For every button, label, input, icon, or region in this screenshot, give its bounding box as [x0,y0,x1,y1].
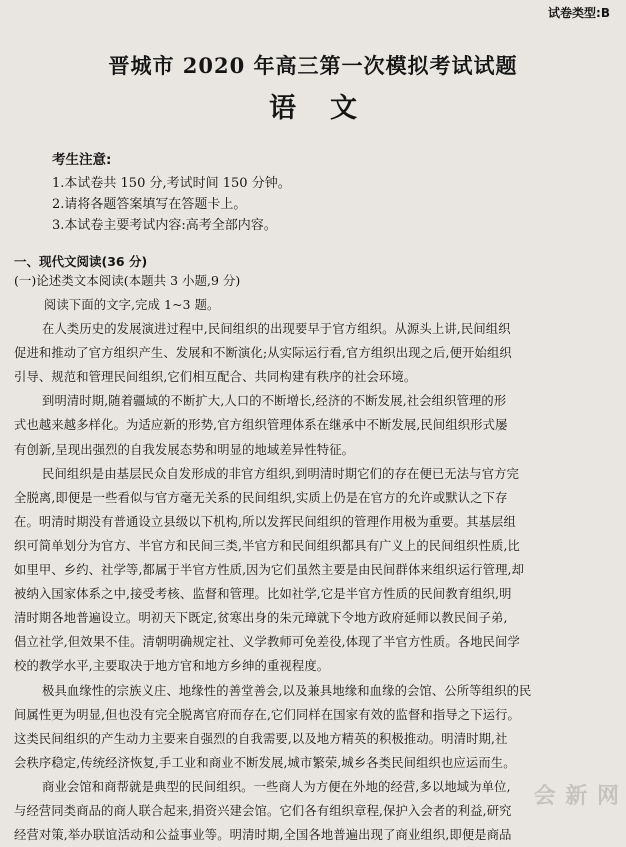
notice-item: 1.本试卷共 150 分,考试时间 150 分钟。 [52,176,291,191]
reading-passage [14,293,614,847]
passage-line: 倡立社学,但效果不佳。清朝明确规定社、义学教师可免差役,体现了半官方性质。各地民间学 [14,635,520,650]
passage-line: 引导、规范和管理民间组织,它们相互配合、共同构建有秩序的社会环境。 [14,370,417,385]
passage-line: 校的教学水平,主要取决于地方官和地方乡绅的重视程度。 [14,659,330,674]
subsection-heading: (一)论述类文本阅读(本题共 3 小题,9 分) [14,273,241,288]
passage-line: 会秩序稳定,传统经济恢复,手工业和商业不断发展,城市繁荣,城乡各类民间组织也应运而生。 [14,755,516,770]
passage-line: 间属性更为明显,但也没有完全脱离官府而存在,它们同样在国家有效的监督和指导之下运行。 [14,707,520,722]
passage-line: 被纳入国家体系之中,接受考核、监督和管理。比如社学,它是半官方性质的民间教育组织,明 [14,587,512,602]
passage-line: 在人类历史的发展演进过程中,民间组织的出现要早于官方组织。从源头上讲,民间组织 [42,322,511,337]
notice-item: 2.请将各题答案填写在答题卡上。 [52,197,247,212]
passage-line: 经营对策,举办联谊活动和公益事业等。明清时期,全国各地普遍出现了商业组织,即便是商品 [14,828,512,843]
passage-line: 极具血缘性的宗族义庄、地缘性的善堂善会,以及兼具地缘和血缘的会馆、公所等组织的民 [42,683,532,698]
passage-line: 织可简单划分为官方、半官方和民间三类,半官方和民间组织都具有广义上的民间组织性质,比 [14,538,520,553]
passage-line: 在。明清时期没有普通设立县级以下机构,所以发挥民间组织的管理作用极为重要。其基层组 [14,514,516,529]
notice-item: 3.本试卷主要考试内容:高考全部内容。 [52,218,277,233]
section-heading: 一、现代文阅读(36 分) [14,254,148,269]
passage-line: 商业会馆和商帮就是典型的民间组织。一些商人为方便在外地的经营,多以地域为单位, [42,779,511,794]
subject-title: 语文 [269,93,391,124]
passage-line: 促进和推动了官方组织产生、发展和不断演化;从实际运行看,官方组织出现之后,便开始组织 [14,346,512,361]
passage-line: 清时期各地普遍设立。明初天下既定,贫寒出身的朱元璋就下令地方政府延师以教民间子弟, [14,611,508,626]
exam-notice [52,148,291,236]
reading-instruction: 阅读下面的文字,完成 1~3 题。 [44,298,220,312]
passage-line: 全脱离,即便是一些看似与官方毫无关系的民间组织,实质上仍是在官方的允许或默认之下存 [14,490,508,505]
passage-line: 如里甲、乡约、社学等,都属于半官方性质,因为它们虽然主要是由民间群体来组织运行管理,却 [14,563,525,578]
passage-line: 有创新,呈现出强烈的自我发展态势和明显的地域差异性特征。 [14,442,355,457]
page-title: 晋城市 2020 年高三第一次模拟考试试题 [108,53,518,78]
passage-line: 式也越来越多样化。为适应新的形势,官方组织管理体系在继承中不断发展,民间组织形式屡 [14,418,508,433]
passage-line: 与经营同类商品的商人联合起来,捐资兴建会馆。它们各有组织章程,保护入会者的利益,研究 [14,803,512,818]
paper-type-label: 试卷类型:B [548,6,610,20]
notice-heading: 考生注意: [52,152,112,168]
site-watermark: 会 新 网 [533,784,620,809]
passage-line: 民间组织是由基层民众自发形成的非官方组织,到明清时期它们的存在便已无法与官方完 [42,466,520,481]
passage-line: 到明清时期,随着疆域的不断扩大,人口的不断增长,经济的不断发展,社会组织管理的形 [42,394,507,409]
passage-line: 这类民间组织的产生动力主要来自强烈的自我需要,以及地方精英的积极推动。明清时期,社 [14,731,508,746]
